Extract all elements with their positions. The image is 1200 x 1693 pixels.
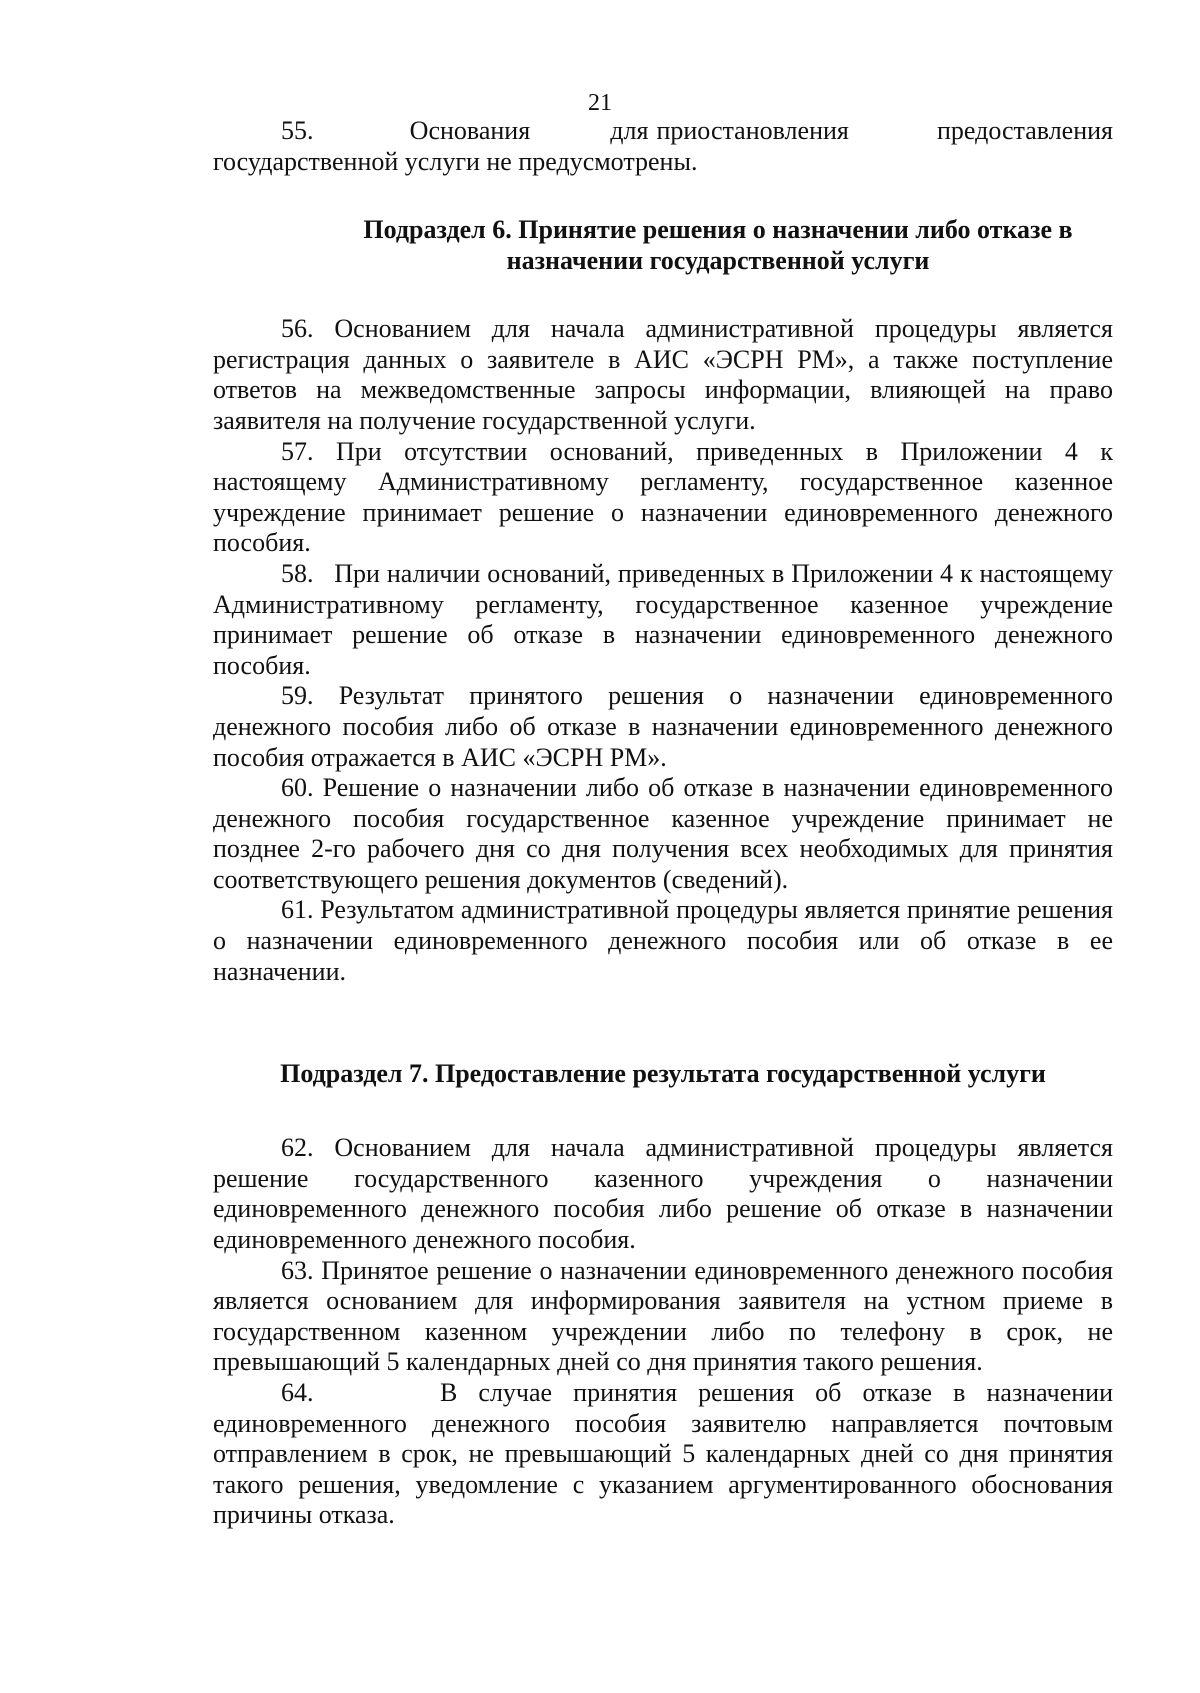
page-number: 21 (588, 90, 612, 116)
paragraph-64: 64. В случае принятия решения об отказе в назначении единовременного денежного пособия заявителю направляется почтовым отправлением в срок, не превышающий 5 календарных дней со дня принятия такого решения, уведомление с указанием аргументированного обоснования причины отказа. (213, 1378, 1113, 1530)
paragraph-59: 59. Результат принятого решения о назначении единовременного денежного пособия либо об отказе в назначении единовременного денежного пособия отражается в АИС «ЭСРН РМ». (213, 681, 1113, 772)
paragraph-55: 55. Основания для приостановления предоставления государственной услуги не предусмотрены. (213, 116, 1113, 176)
paragraph-61: 61. Результатом административной процедуры является принятие решения о назначении единовременного денежного пособия или об отказе в ее назначении. (213, 895, 1113, 986)
subsection-6-heading: Подраздел 6. Принятие решения о назначении либо отказе в назначении государственной услуги (363, 215, 1073, 276)
subsection-7-heading: Подраздел 7. Предоставление результата государственной услуги (280, 1059, 1046, 1089)
document-body (213, 116, 1113, 1531)
paragraph-58: 58. При наличии оснований, приведенных в Приложении 4 к настоящему Административному регламенту, государственное казенное учреждение принимает решение об отказе в назначении единовременного денежного пособия. (213, 558, 1113, 680)
paragraph-62: 62. Основанием для начала административной процедуры является решение государственного казенного учреждения о назначении единовременного денежного пособия либо решение об отказе в назначении единовременного денежного пособия. (213, 1133, 1113, 1255)
paragraph-57: 57. При отсутствии оснований, приведенных в Приложении 4 к настоящему Административному регламенту, государственное казенное учреждение принимает решение о назначении единовременного денежного пособия. (213, 436, 1113, 558)
paragraph-63: 63. Принятое решение о назначении единовременного денежного пособия является основанием для информирования заявителя на устном приеме в государственном казенном учреждении либо по телефону в срок, не превышающий 5 календарных дней со дня принятия такого решения. (213, 1255, 1113, 1377)
paragraph-56: 56. Основанием для начала административной процедуры является регистрация данных о заявителе в АИС «ЭСРН РМ», а также поступление ответов на межведомственные запросы информации, влияющей на право заявителя на получение государственной услуги. (213, 314, 1113, 435)
paragraph-60: 60. Решение о назначении либо об отказе в назначении единовременного денежного пособия государственное казенное учреждение принимает не позднее 2-го рабочего дня со дня получения всех необходимых для принятия соответствующего решения документов (сведений). (213, 773, 1113, 894)
